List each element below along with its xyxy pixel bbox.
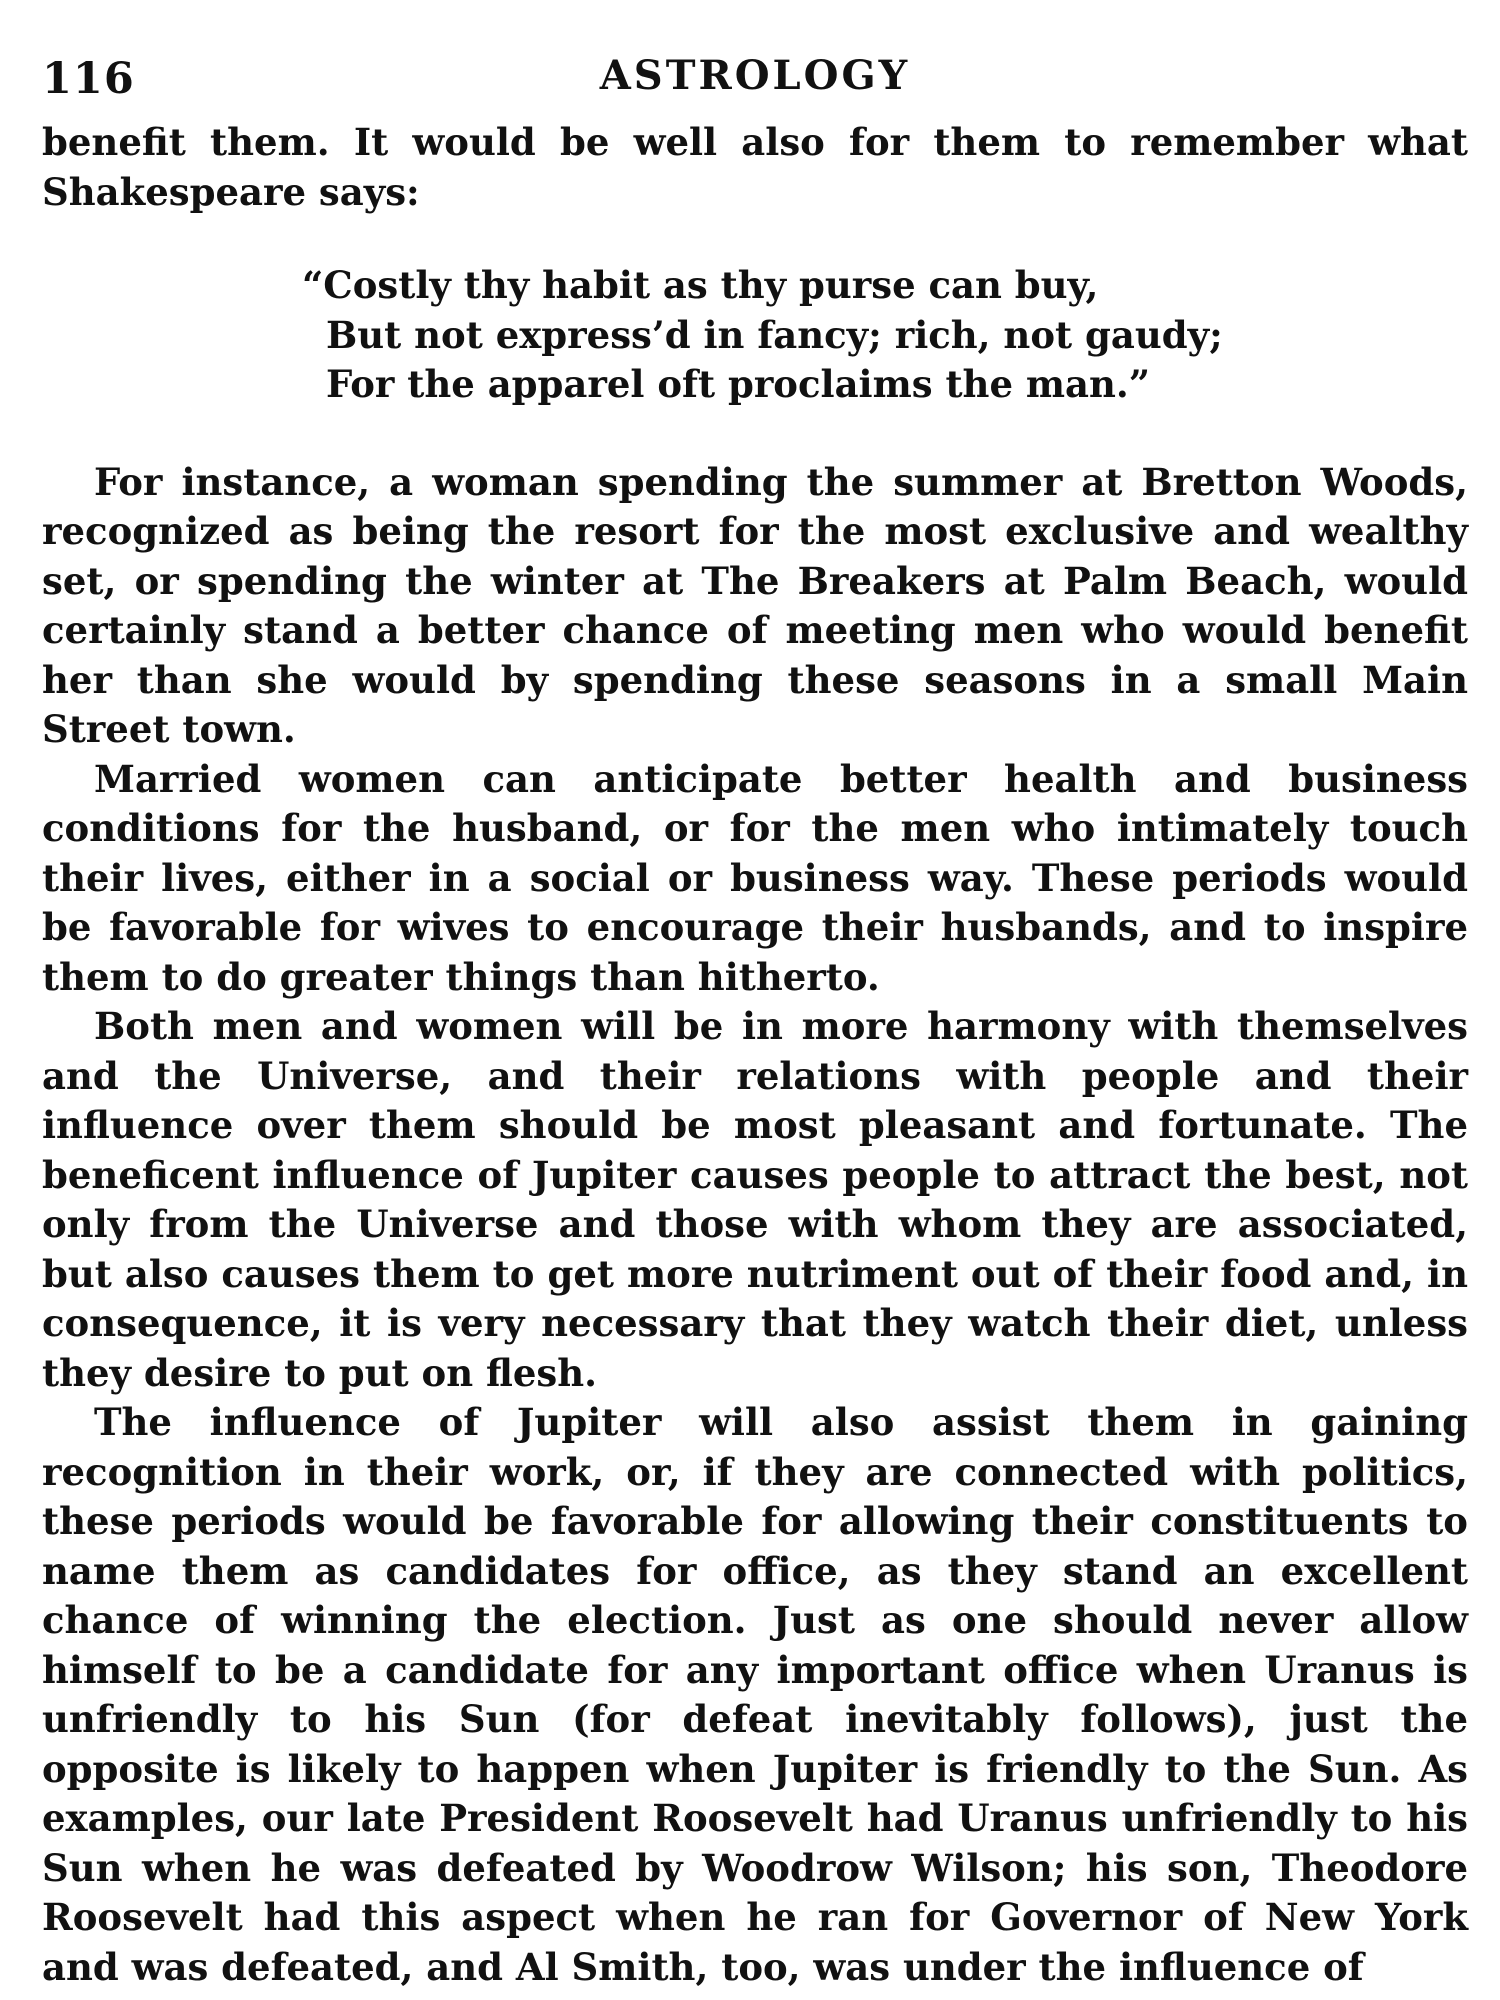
verse-line: For the apparel oft proclaims the man.”: [326, 362, 1151, 406]
paragraph: The influence of Jupiter will also assist them in gaining recognition in their work, or, if they are connected with politics, these periods would be favorable for allowing their constituents to name them as candidates for office, as they stand an excellent chance of winning the election. Just as one should never allow himself to be a candidate for any important office when Uranus is unfriendly to his Sun (for defeat inevitably follows), just the opposite is likely to happen when Jupiter is friendly to the Sun. As examples, our late President Roosevelt had Uranus unfriendly to his Sun when he was defeated by Woodrow Wilson; his son, Theodore Roosevelt had this aspect when he ran for Governor of New York and was defeated, and Al Smith, too, was under the influence of: [42, 1400, 1468, 1989]
shakespeare-quote: [42, 261, 1468, 410]
opening-paragraph: benefit them. It would be well also for them to remember what Shakespeare says:: [42, 120, 1468, 214]
verse-line: But not express’d in fancy; rich, not gaudy;: [326, 312, 1223, 357]
book-page: [40, 40, 1470, 1989]
paragraph: For instance, a woman spending the summer at Bretton Woods, recognized as being the resort for the most exclusive and wealthy set, or spending the winter at The Breakers at Palm Beach, would certainly stand a better chance of meeting men who would benefit her than she would by spending these seasons in a small Main Street town.: [42, 459, 1468, 751]
page-header: [40, 40, 1470, 104]
running-title: ASTROLOGY: [599, 52, 911, 99]
verse-line: “Costly thy habit as thy purse can buy,: [302, 263, 1099, 307]
paragraph: Both men and women will be in more harmony with themselves and the Universe, and their relations with people and their influence over them should be most pleasant and fortunate. The beneficent influence of Jupiter causes people to attract the best, not only from the Universe and those with whom they are associated, but also causes them to get more nutriment out of their food and, in consequence, it is very necessary that they watch their diet, unless they desire to put on flesh.: [42, 1004, 1468, 1395]
paragraph: Married women can anticipate better health and business conditions for the husband, or for the men who intimately touch their lives, either in a social or business way. These periods would be favorable for wives to encourage their husbands, and to inspire them to do greater things than hitherto.: [42, 756, 1468, 999]
page-number: 116: [42, 54, 135, 104]
body-text: [42, 118, 1468, 1992]
